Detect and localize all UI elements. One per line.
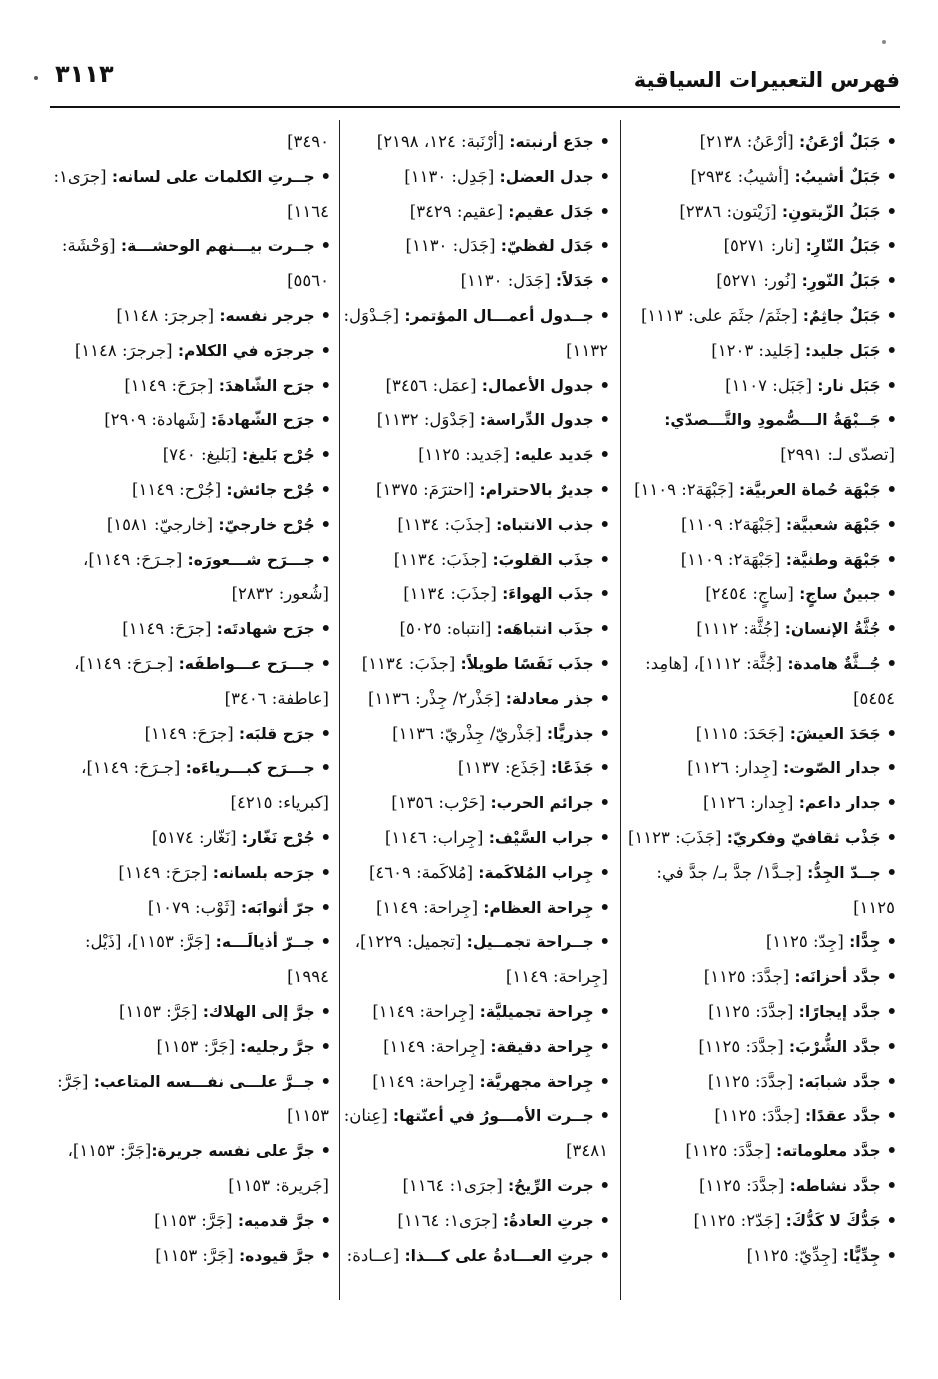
entry-reference: ١٩٩٤] xyxy=(287,967,329,987)
entry-term: جدَّد عقدًا: xyxy=(805,1107,881,1126)
entry-reference: [ثَوْب: ١٠٧٩] xyxy=(147,897,241,917)
index-entry xyxy=(630,995,897,1030)
entry-reference: [حَرْب: ١٣٥٦] xyxy=(391,793,491,813)
entry-term: جراب السَّيْف: xyxy=(488,828,594,847)
entry-reference: [جَذَع: ١١٣٧] xyxy=(457,758,551,778)
index-entry xyxy=(348,647,610,682)
column-divider xyxy=(339,120,340,1300)
index-entry xyxy=(348,264,610,299)
index-entry xyxy=(348,786,610,821)
entry-reference: ٥٥٦٠] xyxy=(287,271,329,291)
index-entry xyxy=(630,334,897,369)
entry-reference: [جَدّ٢: ١١٢٥] xyxy=(693,1210,786,1230)
entry-term: جَديد عليه: xyxy=(514,446,594,465)
entry-reference: [جَذَبَ: ١١٢٣] xyxy=(627,827,727,847)
entry-term: جدَّد الشُّرْبَ: xyxy=(788,1037,881,1056)
index-entry xyxy=(630,925,897,960)
index-entry xyxy=(348,717,610,752)
entry-term: جَذَعًا: xyxy=(550,759,594,778)
entry-term: جِراحة دقيقة: xyxy=(490,1037,594,1056)
index-entry xyxy=(63,1134,331,1169)
entry-term: جدَع أرنبته: xyxy=(509,133,594,151)
entry-reference: [بَليغ: ٧٤٠] xyxy=(162,445,243,465)
index-entry xyxy=(348,751,610,786)
scan-speck xyxy=(882,40,886,44)
entry-reference: [جرَحَ: ١١٤٩] xyxy=(118,862,213,882)
entry-reference: [جـرَحَ: ١١٤٩]، xyxy=(81,758,186,778)
entry-term: جِدِّيًّا: xyxy=(842,1246,881,1265)
index-entry xyxy=(630,1204,897,1239)
entry-reference: [جَرَّ: ١١٥٣]، [ذَيْل: xyxy=(84,932,216,952)
index-entry xyxy=(348,891,610,926)
index-entry xyxy=(630,717,897,752)
index-entry-continuation xyxy=(63,1099,331,1134)
index-entry-continuation xyxy=(630,438,897,473)
entry-term: جرتِ العـــادةُ على كـــذا: xyxy=(404,1246,594,1265)
entry-reference: [كبرياء: ٤٢١٥] xyxy=(230,793,329,813)
entry-reference: [جرَحَ: ١١٤٩] xyxy=(122,619,217,639)
index-entry xyxy=(63,543,331,578)
entry-reference: [جَرَّ: ١١٥٣] xyxy=(119,1001,203,1021)
index-entry xyxy=(627,821,897,856)
entry-reference: [جرجرَ: ١١٤٨] xyxy=(74,340,178,360)
index-entry xyxy=(630,160,897,195)
index-entry xyxy=(348,925,610,960)
entry-reference: [نَغّار: ٥١٧٤] xyxy=(151,827,242,847)
entry-reference: [جَبْهَة٢: ١١٠٩] xyxy=(680,549,786,569)
index-entry-continuation xyxy=(63,682,331,717)
entry-term: جـــرَح شـــعورَه: xyxy=(187,550,315,569)
entry-term: جَدُّكَ لا كَدُّكَ: xyxy=(785,1211,881,1230)
entry-reference: [جدَّدَ: ١١٢٥] xyxy=(699,1175,790,1195)
index-entry xyxy=(630,1030,897,1065)
index-entry xyxy=(63,856,331,891)
index-entry xyxy=(630,369,897,404)
entry-term: جِراحة تجميليَّة: xyxy=(479,1002,594,1021)
entry-term: جدول الدِّراسة: xyxy=(479,411,594,430)
entry-reference: [جدَّدَ: ١١٢٥] xyxy=(685,1141,776,1161)
index-entry xyxy=(630,229,897,264)
index-entry xyxy=(63,1239,331,1274)
index-entry xyxy=(630,125,897,160)
entry-term: جَبَلُ النّارِ: xyxy=(805,237,881,256)
entry-term: جَبَلٌ أشيبُ: xyxy=(794,167,881,186)
index-entry xyxy=(630,195,897,230)
entry-reference: [جَـدْوَل: xyxy=(343,305,405,325)
entry-reference: [جُثَّة: ١١١٢]، [هامِد: xyxy=(645,653,788,673)
entry-term: جَبْهَة حُماة العربيَّة: xyxy=(738,480,881,499)
entry-term: جدل العضل: xyxy=(499,167,594,186)
index-entry xyxy=(63,925,331,960)
entry-term: جــرتِ الكلمات على لسانه: xyxy=(111,167,315,186)
entry-reference: [جَليد: ١٢٠٣] xyxy=(711,340,805,360)
index-entry xyxy=(630,960,897,995)
index-entry xyxy=(348,438,610,473)
entry-term: جَبَل جليد: xyxy=(804,341,881,360)
index-entry xyxy=(348,821,610,856)
entry-reference: [عقيم: ٣٤٢٩] xyxy=(409,201,509,221)
entry-reference: [جِدّ: ١١٢٥] xyxy=(765,932,850,952)
index-entry xyxy=(630,786,897,821)
entry-reference: [جِراحة: ١١٤٩] xyxy=(505,967,608,987)
entry-reference: [جرَحَ: ١١٤٩] xyxy=(144,723,239,743)
entry-reference: [جِراحة: ١١٤٩] xyxy=(372,1001,480,1021)
entry-reference: [جدَّدَ: ١١٢٥] xyxy=(708,1001,799,1021)
entry-reference: [جرجرَ: ١١٤٨] xyxy=(116,305,220,325)
index-entry xyxy=(63,508,331,543)
entry-term: جــرَّ علـــى نفـــسه المتاعب: xyxy=(93,1072,315,1091)
entry-term: جرّ أثوابَه: xyxy=(240,898,315,917)
entry-term: جَبَل نار: xyxy=(817,376,881,395)
entry-reference: [جِراحة: ١١٤٩] xyxy=(375,897,484,917)
index-entry-continuation xyxy=(63,125,331,160)
entry-reference: ١١٦٤] xyxy=(287,201,329,221)
entry-term: جــدول أعمـــال المؤتمر: xyxy=(404,306,594,325)
entry-reference: [شُعور: ٢٨٣٢] xyxy=(231,584,329,604)
entry-reference: [جـرَحَ: ١١٤٩]، xyxy=(83,549,188,569)
entry-term: جَحَدَ العيشَ: xyxy=(789,724,881,743)
index-entry xyxy=(63,891,331,926)
index-entry xyxy=(63,369,331,404)
entry-term: جذَب القلوبَ: xyxy=(492,550,594,569)
entry-term: جَبَلٌ أرْعَنُ: xyxy=(799,133,881,151)
index-entry xyxy=(348,1204,610,1239)
entry-reference: [عــادة: xyxy=(346,1245,405,1265)
index-entry xyxy=(63,1204,331,1239)
index-entry xyxy=(630,543,897,578)
entry-term: جرَّ قيوده: xyxy=(238,1246,315,1265)
entry-reference: ٥٤٥٤] xyxy=(853,688,895,708)
entry-reference: [جرَى١: xyxy=(53,166,112,186)
index-entry xyxy=(348,369,610,404)
index-entry xyxy=(348,229,610,264)
entry-term: جذريًّا: xyxy=(546,724,594,743)
entry-reference: [زَيْتون: ٢٣٨٦] xyxy=(679,201,782,221)
index-entry-continuation xyxy=(348,334,610,369)
entry-term: جَــبْهَةُ الـــصُّمودِ والتَّـــصدّي: xyxy=(664,411,881,430)
entry-reference: ١١٢٥] xyxy=(853,897,895,917)
index-entry xyxy=(630,577,897,612)
index-entry-continuation xyxy=(63,786,331,821)
entry-term: جرائم الحرب: xyxy=(490,794,594,813)
entry-term: جدَّد معلوماته: xyxy=(776,1142,881,1161)
index-entry xyxy=(343,1099,610,1134)
entry-term: جُرْح جائش: xyxy=(226,480,315,499)
entry-reference: [جَرَّ: ١١٥٣] xyxy=(155,1245,239,1265)
entry-reference: [جِدار: ١١٢٦] xyxy=(702,793,799,813)
entry-reference: [جرَى١: ١١٦٤] xyxy=(397,1210,503,1230)
entry-reference: [جِراحة: ١١٤٩] xyxy=(372,1071,480,1091)
entry-reference: [جَريرة: ١١٥٣] xyxy=(228,1175,329,1195)
entry-reference: [جرَحَ: ١١٤٩] xyxy=(124,375,219,395)
entry-term: جَبْهَة شعبيَّة: xyxy=(785,515,881,534)
entry-term: جذَب نَفَسًا طويلاً: xyxy=(460,654,594,673)
entry-term: جدار داعم: xyxy=(798,794,881,813)
index-entry xyxy=(63,647,331,682)
index-entry-continuation xyxy=(630,891,897,926)
entry-reference: [جدَّدَ: ١١٢٥] xyxy=(703,967,795,987)
entry-reference: ٣٤٨١] xyxy=(566,1141,608,1161)
entry-reference: [جَدَل: ١١٣٠] xyxy=(405,236,501,256)
index-column-left xyxy=(53,125,331,1273)
entry-reference: [نُور: ٥٢٧١] xyxy=(716,271,802,291)
index-entry xyxy=(63,995,331,1030)
index-entry xyxy=(348,543,610,578)
entry-reference: [جدَّدَ: ١١٢٥] xyxy=(707,1071,799,1091)
index-entry-continuation xyxy=(63,195,331,230)
entry-term: جُرْح خارجيّ: xyxy=(218,515,315,534)
entry-term: جذَب الهواءَ: xyxy=(502,585,594,604)
index-entry xyxy=(343,299,610,334)
entry-term: جَبَلٌ جاثِمٌ: xyxy=(802,306,881,325)
index-entry-continuation xyxy=(63,264,331,299)
entry-reference: [جدَّدَ: ١١٢٥] xyxy=(698,1036,789,1056)
entry-reference: [جَذْر٢/ جِذْر: ١١٣٦] xyxy=(368,688,506,708)
entry-term: جــراحة تجمــيل: xyxy=(466,933,594,952)
index-entry xyxy=(630,473,897,508)
entry-term: جديرٌ بالاحترام: xyxy=(479,480,594,499)
entry-term: جِراحة العظام: xyxy=(483,898,594,917)
index-entry xyxy=(63,751,331,786)
index-entry xyxy=(53,160,331,195)
index-entry xyxy=(348,195,610,230)
entry-reference: [جذَبَ: ١١٣٤] xyxy=(393,549,493,569)
entry-reference: [أرْعَنُ: ٢١٣٨] xyxy=(699,132,799,151)
entry-term: جَدَل عقيم: xyxy=(508,202,594,221)
entry-reference: [مُلاكَمة: ٤٦٠٩] xyxy=(368,862,479,882)
entry-reference: [أشيبُ: ٢٩٣٤] xyxy=(690,166,795,186)
entry-reference: [جَحَدَ: ١١١٥] xyxy=(695,723,790,743)
entry-term: جرتِ العادةُ: xyxy=(502,1211,594,1230)
index-entry xyxy=(630,1169,897,1204)
index-entry xyxy=(348,1169,610,1204)
entry-term: جرَحه بلسانه: xyxy=(212,863,315,882)
entry-term: جذر معادلة: xyxy=(505,689,594,708)
entry-term: جِراحة مجهريَّة: xyxy=(479,1072,594,1091)
entry-reference: [جـرَحَ: ١١٤٩]، xyxy=(74,653,179,673)
entry-term: جبينٌ ساجٍ: xyxy=(799,585,881,604)
index-entry xyxy=(57,1065,331,1100)
entry-reference: [ساجٍ: ٢٤٥٤] xyxy=(705,584,800,604)
header-rule xyxy=(50,106,900,108)
index-entry xyxy=(63,438,331,473)
entry-reference: ١١٥٣] xyxy=(287,1106,329,1126)
entry-term: جذَب انتباهَه: xyxy=(496,620,594,639)
entry-reference: [جَدِل: ١١٣٠] xyxy=(404,166,500,186)
entry-term: جدَّد نشاطه: xyxy=(789,1176,881,1195)
entry-term: جـــرَح كبـــرياءَه: xyxy=(185,759,315,778)
page-header xyxy=(55,58,900,98)
entry-reference: [جِراحة: ١١٤٩] xyxy=(383,1036,491,1056)
entry-term: جــرّ أذيالَـــه: xyxy=(215,933,315,952)
index-entry-continuation xyxy=(63,960,331,995)
index-entry xyxy=(348,856,610,891)
entry-term: جرت الرِّيحُ: xyxy=(507,1176,594,1195)
index-entry xyxy=(630,647,897,682)
entry-term: جِدًّا: xyxy=(849,933,881,952)
entry-term: جرَّ رجليه: xyxy=(240,1037,315,1056)
entry-term: جرَح قلبَه: xyxy=(238,724,315,743)
column-divider xyxy=(620,120,621,1300)
index-column-middle xyxy=(343,125,610,1273)
index-entry xyxy=(348,125,610,160)
entry-reference: [جدَّدَ: ١١٢٥] xyxy=(714,1106,806,1126)
index-entry xyxy=(630,856,897,891)
index-entry xyxy=(348,1065,610,1100)
index-entry-continuation xyxy=(63,577,331,612)
index-entry xyxy=(348,1030,610,1065)
entry-reference: [جَذْريّ/ جِذْريّ: ١١٣٦] xyxy=(392,723,547,743)
entry-term: جُــثَّةٌ هامدة: xyxy=(787,654,881,673)
entry-term: جــرت بيـــنهم الوحشـــة: xyxy=(120,237,315,256)
entry-reference: [جذَبَ: ١١٣٤] xyxy=(403,584,503,604)
index-entry xyxy=(348,995,610,1030)
entry-reference: [جُرْح: ١١٤٩] xyxy=(132,479,227,499)
index-entry xyxy=(63,334,331,369)
entry-term: جــرت الأمـــورُ في أعنّتها: xyxy=(392,1107,594,1126)
entry-reference: [احترَمَ: ١٣٧٥] xyxy=(376,479,480,499)
index-entry xyxy=(63,229,331,264)
entry-reference: [جَرَّ: ١١٥٣]، xyxy=(67,1141,152,1161)
entry-reference: [جِراب: ١١٤٦] xyxy=(384,827,489,847)
entry-term: جدَّد أحزانَه: xyxy=(794,968,881,987)
entry-reference: [جِدِّيّ: ١١٢٥] xyxy=(746,1245,843,1265)
index-entry xyxy=(348,682,610,717)
index-entry xyxy=(630,612,897,647)
index-entry xyxy=(348,508,610,543)
entry-reference: [خارجيّ: ١٥٨١] xyxy=(106,514,219,534)
index-entry xyxy=(630,264,897,299)
entry-term: جرجرَه في الكلام: xyxy=(177,341,315,360)
entry-reference: [انتباه: ٥٠٢٥] xyxy=(399,619,497,639)
index-entry xyxy=(63,473,331,508)
entry-reference: [جَدْوَل: ١١٣٢] xyxy=(376,410,480,430)
index-entry xyxy=(348,403,610,438)
entry-reference: [جَبْهَة٢: ١١٠٩] xyxy=(681,514,786,534)
entry-term: جَذْب ثقافيّ وفكريّ: xyxy=(726,828,881,847)
entry-reference: [جرَى١: ١١٦٤] xyxy=(402,1175,508,1195)
entry-reference: [جَبَل: ١١٠٧] xyxy=(725,375,818,395)
entry-term: جــدّ الجِدُّ: xyxy=(807,863,881,882)
index-entry xyxy=(63,1030,331,1065)
entry-reference: [جُثَّة: ١١١٢] xyxy=(696,619,785,639)
entry-reference: [جذَبَ: ١١٣٤] xyxy=(361,653,461,673)
entry-reference: ٣٤٩٠] xyxy=(287,132,329,151)
entry-reference: [جَرَّ: xyxy=(57,1071,94,1091)
entry-reference: [عمَل: ٣٤٥٦] xyxy=(385,375,482,395)
index-entry xyxy=(63,717,331,752)
entry-reference: [جَبْهَة٢: ١١٠٩] xyxy=(634,479,739,499)
entry-term: جدار الصّوت: xyxy=(783,759,881,778)
entry-term: جَبَلُ الزّيتونِ: xyxy=(781,202,881,221)
index-entry xyxy=(348,1239,610,1274)
scan-speck xyxy=(34,76,38,80)
entry-reference: [أرْنَبة: ١٢٤، ٢١٩٨] xyxy=(376,132,510,151)
entry-reference: [تجميل: ١٢٢٩]، xyxy=(354,932,467,952)
entry-term: جَبْهَة وطنيَّة: xyxy=(785,550,881,569)
entry-reference: [وَحْشَة: xyxy=(61,236,121,256)
entry-term: جِراب المُلاكَمة: xyxy=(478,863,594,882)
index-entry xyxy=(348,473,610,508)
entry-term: جُرْح بَليغ: xyxy=(242,446,315,465)
index-entry-continuation xyxy=(63,1169,331,1204)
entry-reference: [شَهادة: ٢٩٠٩] xyxy=(104,410,212,430)
entry-term: جرجر نفسه: xyxy=(219,306,315,325)
index-entry xyxy=(630,403,897,438)
entry-reference: [عِنان: xyxy=(343,1106,393,1126)
page-number: ٣١١٣ xyxy=(55,60,114,88)
entry-term: جَدَلاً: xyxy=(555,272,594,291)
entry-term: جدول الأعمال: xyxy=(481,376,594,395)
entry-term: جَدَل لفظيّ: xyxy=(500,237,594,256)
index-column-right xyxy=(627,125,897,1273)
index-entry xyxy=(63,403,331,438)
index-entry xyxy=(630,1065,897,1100)
entry-term: جرَح الشّهادةَ: xyxy=(211,411,315,430)
entry-reference: [جثَمَ/ جثَمَ على: ١١١٣] xyxy=(640,305,803,325)
entry-reference: [تصدّى لـ: ٢٩٩١] xyxy=(780,445,895,465)
running-title: فهرس التعبيرات السياقية xyxy=(633,68,900,92)
entry-term: جُثَّةُ الإنسان: xyxy=(784,620,881,639)
entry-reference: [جـدَّ١/ جدَّ بـ/ جدَّ في: xyxy=(656,862,808,882)
index-entry xyxy=(630,508,897,543)
entry-reference: [نار: ٥٢٧١] xyxy=(723,236,806,256)
entry-reference: [جَرَّ: ١١٥٣] xyxy=(154,1210,238,1230)
entry-term: جرَح الشّاهدَ: xyxy=(218,376,315,395)
index-entry-continuation xyxy=(348,960,610,995)
entry-reference: [جَرَّ: ١١٥٣] xyxy=(156,1036,241,1056)
index-entry xyxy=(630,1239,897,1274)
index-entry xyxy=(348,577,610,612)
index-entry xyxy=(348,160,610,195)
entry-term: جـــرَح عـــواطفَه: xyxy=(178,654,315,673)
index-entry xyxy=(63,612,331,647)
index-entry xyxy=(348,612,610,647)
index-entry-continuation xyxy=(348,1134,610,1169)
entry-reference: [عاطفة: ٣٤٠٦] xyxy=(224,688,329,708)
entry-reference: [جَديد: ١١٢٥] xyxy=(418,445,515,465)
index-entry xyxy=(630,1099,897,1134)
index-entry xyxy=(630,299,897,334)
entry-term: جَبَلُ النّورِ: xyxy=(801,272,881,291)
entry-term: جدَّد شبابَه: xyxy=(798,1072,881,1091)
entry-term: جدَّد إيجارًا: xyxy=(798,1002,881,1021)
index-entry-continuation xyxy=(630,682,897,717)
index-entry xyxy=(63,821,331,856)
index-entry xyxy=(63,299,331,334)
entry-reference: ١١٣٢] xyxy=(566,340,608,360)
entry-reference: [جذَبَ: ١١٣٤] xyxy=(397,514,497,534)
entry-reference: [جَدَل: ١١٣٠] xyxy=(460,271,556,291)
index-entry xyxy=(630,751,897,786)
entry-reference: [جِدار: ١١٢٦] xyxy=(687,758,784,778)
entry-term: جذب الانتباه: xyxy=(496,515,594,534)
entry-term: جرَح شهادتَه: xyxy=(216,620,315,639)
entry-term: جرَّ قدميه: xyxy=(237,1211,315,1230)
entry-term: جرَّ على نفسه جريرة: xyxy=(151,1142,315,1161)
entry-term: جرَّ إلى الهلاك: xyxy=(202,1002,315,1021)
entry-term: جُرْح نَغّار: xyxy=(241,828,315,847)
index-entry xyxy=(630,1134,897,1169)
